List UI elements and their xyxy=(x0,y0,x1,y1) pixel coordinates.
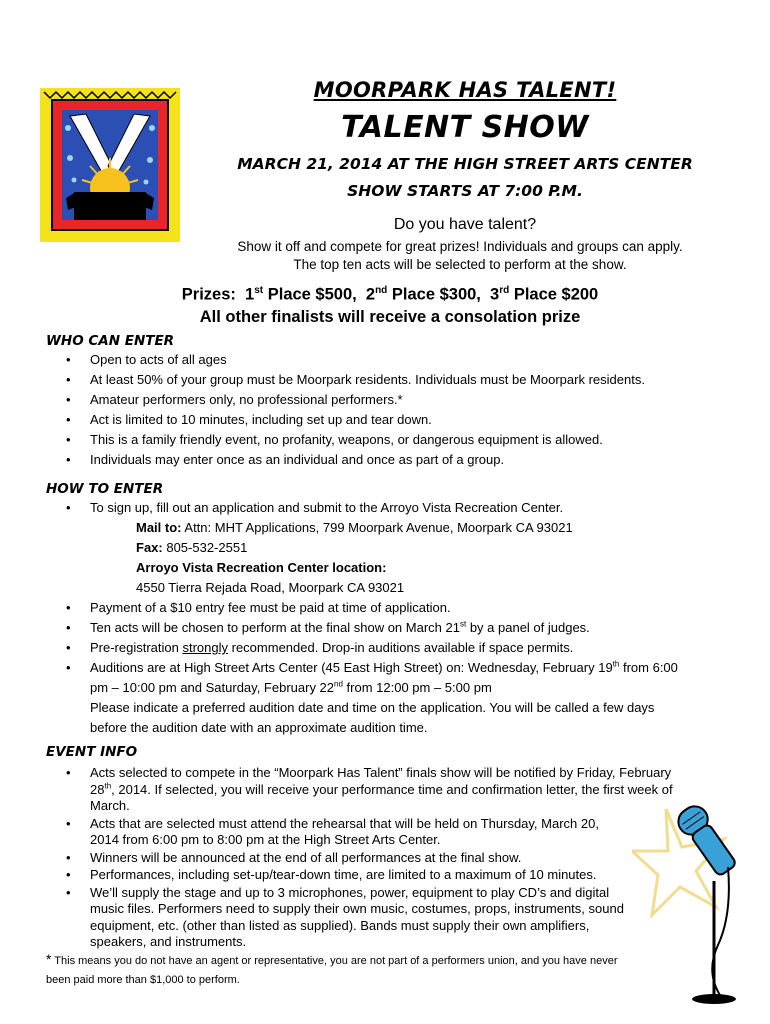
list-item xyxy=(46,618,736,638)
fax-line xyxy=(46,538,736,558)
list-item: • Payment of a $10 entry fee must be paid at time of application. xyxy=(46,598,736,618)
list-item: • Act is limited to 10 minutes, including set up and tear down. xyxy=(46,410,726,430)
footnote-line-2: been paid more than $1,000 to perform. xyxy=(46,974,240,986)
how-list xyxy=(46,498,736,738)
intro-line-2: The top ten acts will be selected to perform at the show. xyxy=(293,257,627,272)
prizes-line xyxy=(40,280,740,306)
list-item xyxy=(46,498,736,518)
event-1-sup: th xyxy=(104,781,112,791)
footnote-star: * xyxy=(46,951,52,967)
section-title-how: HOW TO ENTER xyxy=(46,481,164,497)
intro-text xyxy=(190,238,730,274)
footnote xyxy=(46,950,666,990)
auditions-line-2 xyxy=(90,678,736,698)
ten-acts-text: Ten acts will be chosen to perform at the final show on March 21 xyxy=(90,620,460,635)
prize-1-text: Place $500, xyxy=(263,285,357,304)
prereg-text-2: recommended. Drop-in auditions available if space permits. xyxy=(228,640,574,655)
event-2-line-1: • Acts that are selected must attend the rehearsal that will be held on Thursday, March 20, xyxy=(90,815,599,831)
aud-text-b: from 6:00 xyxy=(619,660,678,675)
fax-label: Fax: xyxy=(136,540,163,555)
auditions-line-1 xyxy=(90,658,736,678)
ten-acts-sup: st xyxy=(459,619,467,629)
location-value: 4550 Tierra Rejada Road, Moorpark CA 93021 xyxy=(136,580,405,595)
event-1-text: , 2014. If selected, you will receive your performance time and confirmation letter, the first week of xyxy=(111,781,673,797)
prize-2-num: 2 xyxy=(365,285,376,304)
location-label: Arroyo Vista Recreation Center location: xyxy=(136,560,387,575)
prize-3-num: 3 xyxy=(490,285,500,304)
list-item: • Performances, including set-up/tear-down time, are limited to a maximum of 10 minutes. xyxy=(46,867,736,884)
section-title-event: EVENT INFO xyxy=(46,744,138,760)
list-item xyxy=(46,658,736,738)
list-item: • Individuals may enter once as an individual and once as part of a group. xyxy=(46,450,726,470)
mail-value: Attn: MHT Applications, 799 Moorpark Avenue, Moorpark CA 93021 xyxy=(181,520,573,535)
section-title-who: WHO CAN ENTER xyxy=(46,333,175,349)
location-label-line xyxy=(46,558,736,578)
event-1-line-1: • Acts selected to compete in the “Moorpark Has Talent” finals show will be notified by Friday, February xyxy=(90,765,672,780)
aud-sup-2: nd xyxy=(334,679,343,689)
list-item xyxy=(46,638,736,658)
intro-line-1: Show it off and compete for great prizes! Individuals and groups can apply. xyxy=(237,239,683,254)
auditions-line-4: before the audition date with an approximate audition time. xyxy=(90,720,428,735)
ten-acts-text-2: by a panel of judges. xyxy=(466,620,590,635)
intro-question: Do you have talent? xyxy=(393,216,537,233)
prize-1-num: 1 xyxy=(245,285,255,304)
aud-text-c: pm – 10:00 pm and Saturday, February 22 xyxy=(90,680,335,695)
header-line-1: MOORPARK HAS TALENT! xyxy=(313,78,617,102)
prereg-emphasis: strongly xyxy=(182,640,229,655)
fax-value: 805-532-2551 xyxy=(162,540,248,555)
list-item: • Winners will be announced at the end of all performances at the final show. xyxy=(46,850,736,867)
mail-label: Mail to: xyxy=(136,520,182,535)
event-5-line-3: equipment, etc. (other than listed as supplied). Bands must supply their own amplifiers, xyxy=(90,917,590,933)
auditions-line-3: Please indicate a preferred audition date and time on the application. You will be called a few days xyxy=(90,700,655,715)
prereg-text: Pre-registration xyxy=(90,640,183,655)
consolation-prize: All other finalists will receive a consolation prize xyxy=(199,307,581,326)
event-5-line-2: music files. Performers need to supply their own music, costumes, props, instruments, sound xyxy=(90,901,624,916)
prize-3-sup: rd xyxy=(499,285,510,296)
prize-1-sup: st xyxy=(254,285,264,296)
event-2-line-2: 2014 from 6:00 pm to 8:00 pm at the High Street Arts Center. xyxy=(90,832,441,847)
prize-3-text: Place $200 xyxy=(509,285,599,304)
list-item: • At least 50% of your group must be Moorpark residents. Individuals must be Moorpark residents. xyxy=(46,370,726,390)
signup-text: • To sign up, fill out an application and submit to the Arroyo Vista Recreation Center. xyxy=(90,500,564,515)
event-1-date: 28 xyxy=(90,781,105,797)
list-item: • Open to acts of all ages xyxy=(46,350,726,370)
mail-to-line xyxy=(46,518,736,538)
list-item: • This is a family friendly event, no profanity, weapons, or dangerous equipment is allowed. xyxy=(46,430,726,450)
list-item: • Amateur performers only, no professional performers.* xyxy=(46,390,726,410)
event-5-line-4: speakers, and instruments. xyxy=(90,934,247,949)
spotlight-stage-logo-icon xyxy=(40,88,180,242)
prize-2-sup: nd xyxy=(375,285,388,296)
who-list xyxy=(46,350,726,470)
aud-sup-1: th xyxy=(612,659,620,669)
header-start-time: SHOW STARTS AT 7:00 P.M. xyxy=(347,182,583,200)
event-1-line-3: March. xyxy=(90,798,130,813)
header-date-venue: MARCH 21, 2014 AT THE HIGH STREET ARTS CENTER xyxy=(237,155,693,173)
aud-text-a: Auditions are at High Street Arts Center (45 East High Street) on: Wednesday, February 19 xyxy=(90,660,613,675)
prize-2-text: Place $300, xyxy=(387,285,481,304)
prizes-block xyxy=(40,280,740,328)
aud-text-d: from 12:00 pm – 5:00 pm xyxy=(342,680,492,695)
footnote-line-1: This means you do not have an agent or representative, you are not part of a performers union, and you have never xyxy=(51,955,618,967)
prizes-label: Prizes: xyxy=(181,285,236,304)
event-5-line-1: • We’ll supply the stage and up to 3 microphones, power, equipment to play CD’s and digital xyxy=(90,884,610,900)
page-title: TALENT SHOW xyxy=(341,110,589,145)
